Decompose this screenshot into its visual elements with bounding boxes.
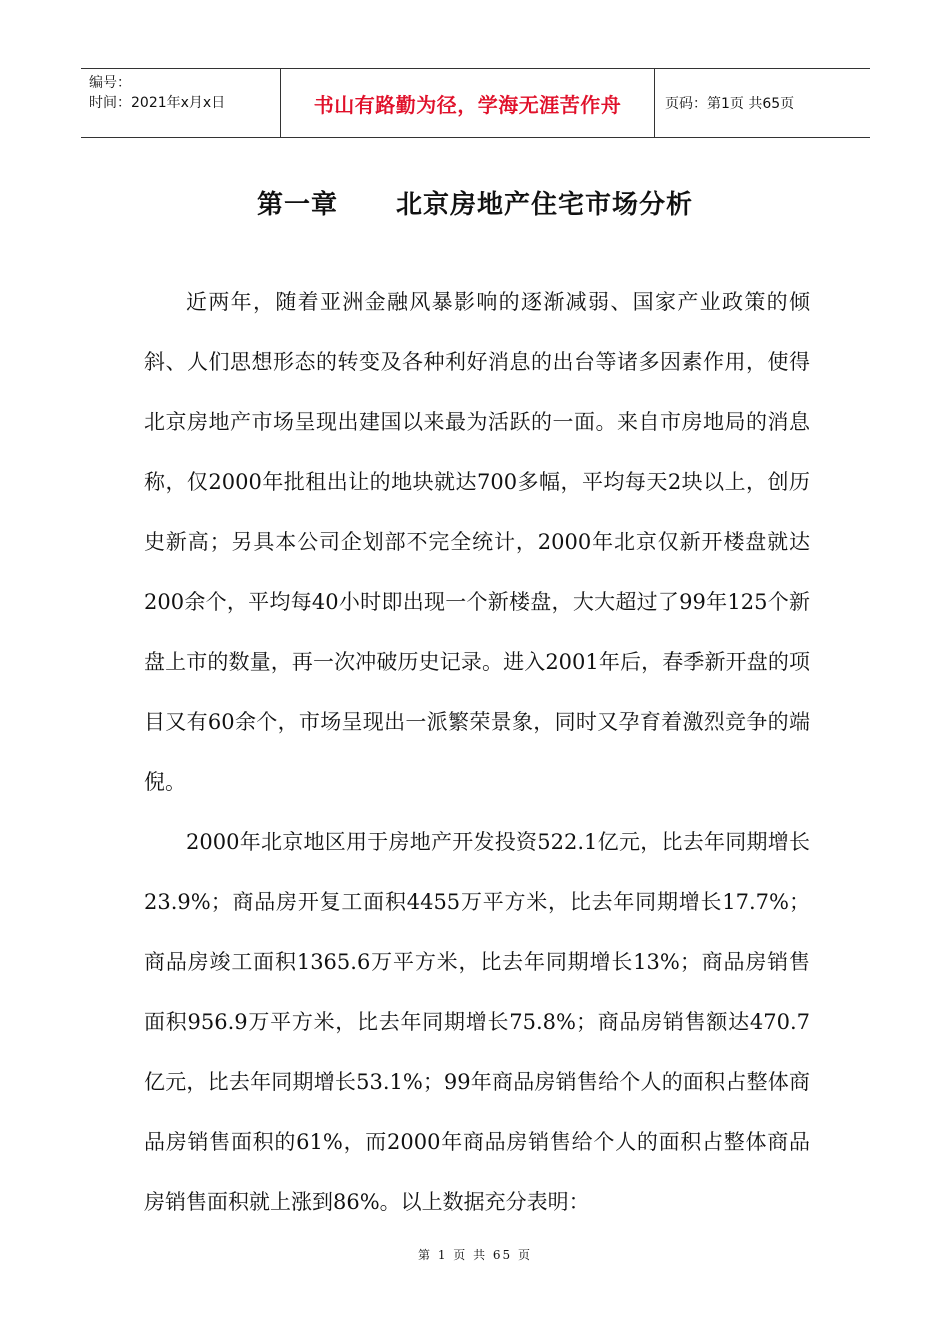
header-motto: 书山有路勤为径，学海无涯苦作舟 bbox=[281, 69, 655, 137]
page-footer: 第 1 页 共 65 页 bbox=[418, 1248, 532, 1262]
chapter-number: 第一章 bbox=[256, 190, 338, 220]
chapter-name: 北京房地产住宅市场分析 bbox=[396, 190, 694, 220]
body-paragraph: 2000年北京地区用于房地产开发投资522.1亿元，比去年同期增长23.9%；商品房开复工面积4455万平方米，比去年同期增长17.7%；商品房竣工面积1365.6万平方米，比去年同期增长13%；商品房销售面积956.9万平方米，比去年同期增长75.8%；商品房销售额达470.7亿元，比去年同期增长53.1%；99年商品房销售给个人的面积占整体商品房销售面积的61%，而2000年商品房销售给个人的面积占整体商品房销售面积就上涨到86%。以上数据充分表明： bbox=[144, 830, 810, 1214]
body-paragraph: 近两年，随着亚洲金融风暴影响的逐渐减弱、国家产业政策的倾斜、人们思想形态的转变及各种利好消息的出台等诸多因素作用，使得北京房地产市场呈现出建国以来最为活跃的一面。来自市房地局的消息称，仅2000年批租出让的地块就达700多幅，平均每天2块以上，创历史新高；另具本公司企划部不完全统计，2000年北京仅新开楼盘就达200余个，平均每40小时即出现一个新楼盘，大大超过了99年125个新盘上市的数量，再一次冲破历史记录。进入2001年后，春季新开盘的项目又有60余个，市场呈现出一派繁荣景象，同时又孕育着激烈竞争的端倪。 bbox=[144, 290, 810, 794]
header-meta-cell bbox=[81, 69, 281, 137]
document-header bbox=[81, 68, 870, 138]
header-page-info: 页码：第1页 共65页 bbox=[665, 96, 795, 112]
document-number-label: 编号： bbox=[89, 75, 131, 91]
chapter-title bbox=[0, 184, 950, 221]
document-body bbox=[144, 272, 810, 1232]
document-time-label: 时间：2021年x月x日 bbox=[89, 95, 226, 111]
